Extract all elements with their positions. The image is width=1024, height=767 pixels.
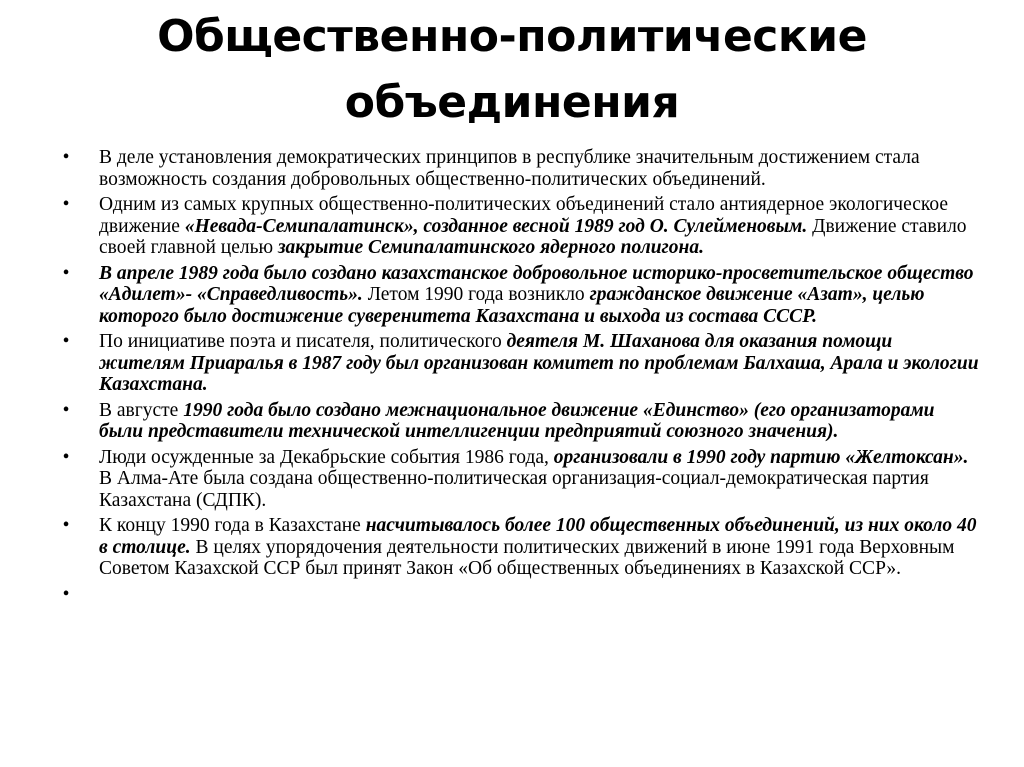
bullet-text-emphasis: закрытие Семипалатинского ядерного полигона.: [277, 237, 704, 258]
bullet-text-run: Люди осужденные за Декабрьские события 1986 года,: [99, 446, 554, 468]
bullet-dot-icon: •: [62, 583, 70, 605]
slide-title-line-1: Общественно-политические: [157, 11, 867, 62]
bullet-item: [60, 400, 980, 443]
bullet-text: [99, 400, 935, 443]
slide-title: [40, 4, 984, 136]
bullet-text: [99, 194, 967, 258]
bullet-text-emphasis: деятеля М. Шаханова для оказания помощи жителям Приаралья в 1987 году был организован комитет по проблемам Балхаша, Арала и экологии Казахстана.: [99, 331, 979, 395]
bullet-dot-icon: •: [62, 147, 70, 168]
bullet-item: [60, 515, 980, 580]
bullet-text-emphasis: гражданское движение «Азат», целью которого было достижение суверенитета Казахстана и выхода из состава СССР.: [99, 284, 925, 327]
bullet-dot-icon: •: [62, 331, 70, 352]
bullet-text: [99, 447, 968, 511]
bullet-item: [60, 147, 980, 190]
bullet-text-run: В Алма-Ате была создана общественно-политическая организация-социал-демократическая партия Казахстана (СДПК).: [99, 468, 929, 511]
bullet-text: [99, 515, 977, 579]
bullet-text-emphasis: 1990 года было создано межнациональное движение «Единство» (его организаторами были представители технической интеллигенции предприятий союзного значения).: [99, 399, 935, 442]
slide-title-line-2: объединения: [344, 77, 680, 128]
bullet-text-run: По инициативе поэта и писателя, политического: [99, 331, 507, 352]
bullet-text-emphasis: В апреле 1989 года было создано казахстанское добровольное историко-просветительское общество «Адилет»- «Справедливость».: [99, 262, 974, 305]
bullet-item: [60, 194, 980, 259]
bullet-list: [60, 147, 980, 605]
bullet-text-emphasis: «Невада-Семипалатинск», созданное весной 1989 год О. Сулейменовым.: [184, 215, 808, 237]
bullet-dot-icon: •: [62, 515, 70, 536]
bullet-dot-icon: •: [62, 399, 70, 421]
bullet-text-run: Одним из самых крупных общественно-политических объединений стало антиядерное экологическое движение: [99, 194, 949, 237]
bullet-text-run: К концу 1990 года в Казахстане: [99, 515, 366, 536]
bullet-text: [99, 331, 979, 395]
bullet-text-run: В целях упорядочения деятельности политических движений в июне 1991 года Верховным Советом Казахской ССР был принят Закон «Об общественных объединениях в Казахской ССР».: [99, 536, 955, 579]
bullet-item: [60, 263, 980, 328]
bullet-text-run: Движение ставило своей главной целью: [99, 215, 967, 258]
bullet-text-run: Летом 1990 года возникло: [362, 284, 590, 305]
bullet-text-run: В деле установления демократических принципов в республике значительным достижением стала возможность создания добровольных общественно-политических объединений.: [99, 147, 920, 190]
bullet-text-run: В августе: [99, 399, 184, 421]
bullet-dot-icon: •: [62, 194, 70, 215]
bullet-text-emphasis: организовали в 1990 году партию «Желтоксан».: [553, 446, 969, 468]
bullet-text: [99, 263, 973, 327]
bullet-text: [99, 147, 920, 190]
bullet-text-emphasis: насчитывалось более 100 общественных объединений, из них около 40 в столице.: [99, 515, 977, 558]
bullet-dot-icon: •: [62, 262, 70, 284]
bullet-dot-icon: •: [62, 446, 70, 468]
bullet-item: [60, 447, 980, 512]
bullet-item: [60, 331, 980, 396]
